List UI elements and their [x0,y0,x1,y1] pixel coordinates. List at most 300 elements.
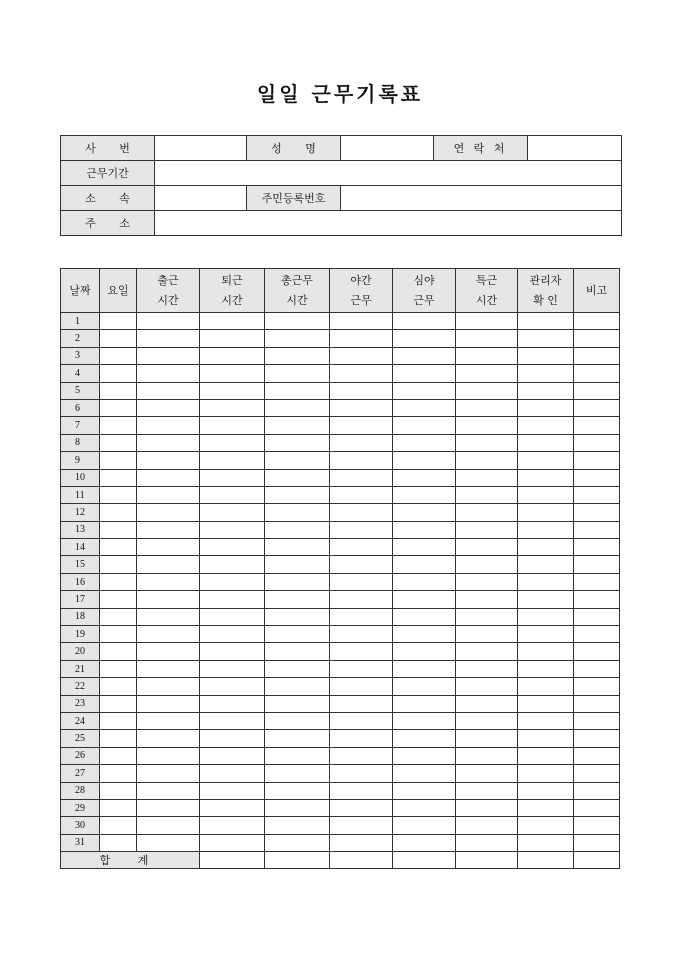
late-night-work-cell[interactable] [393,573,456,590]
clock-out-cell[interactable] [200,521,265,538]
night-work-cell[interactable] [330,399,393,416]
late-night-work-cell[interactable] [393,399,456,416]
night-work-cell[interactable] [330,573,393,590]
clock-out-cell[interactable] [200,626,265,643]
clock-out-cell[interactable] [200,730,265,747]
late-night-work-cell[interactable] [393,486,456,503]
night-work-cell[interactable] [330,591,393,608]
late-night-work-cell[interactable] [393,330,456,347]
special-work-cell[interactable] [456,747,518,764]
total-hours-cell[interactable] [265,747,330,764]
special-work-cell[interactable] [456,834,518,851]
night-work-cell[interactable] [330,660,393,677]
weekday-cell[interactable] [100,556,137,573]
remarks-cell[interactable] [574,626,620,643]
night-work-cell[interactable] [330,695,393,712]
night-work-cell[interactable] [330,539,393,556]
clock-in-cell[interactable] [137,434,200,451]
address-field[interactable] [155,211,622,236]
clock-out-cell[interactable] [200,660,265,677]
manager-confirm-cell[interactable] [518,730,574,747]
clock-in-cell[interactable] [137,486,200,503]
special-work-cell[interactable] [456,782,518,799]
late-night-work-cell[interactable] [393,765,456,782]
clock-in-cell[interactable] [137,365,200,382]
late-night-work-cell[interactable] [393,608,456,625]
clock-out-cell[interactable] [200,417,265,434]
night-work-cell[interactable] [330,417,393,434]
manager-confirm-cell[interactable] [518,504,574,521]
remarks-cell[interactable] [574,817,620,834]
manager-confirm-cell[interactable] [518,678,574,695]
late-night-work-cell[interactable] [393,347,456,364]
night-work-cell[interactable] [330,643,393,660]
resident-no-field[interactable] [341,186,622,211]
total-hours-cell[interactable] [265,695,330,712]
weekday-cell[interactable] [100,834,137,851]
total-hours-cell[interactable] [265,573,330,590]
weekday-cell[interactable] [100,330,137,347]
employee-no-field[interactable] [155,136,247,161]
late-night-work-cell[interactable] [393,695,456,712]
clock-out-cell[interactable] [200,382,265,399]
weekday-cell[interactable] [100,712,137,729]
manager-confirm-cell[interactable] [518,799,574,816]
manager-confirm-cell[interactable] [518,712,574,729]
remarks-cell[interactable] [574,573,620,590]
total-hours-cell[interactable] [265,539,330,556]
remarks-cell[interactable] [574,608,620,625]
remarks-cell[interactable] [574,834,620,851]
weekday-cell[interactable] [100,747,137,764]
weekday-cell[interactable] [100,365,137,382]
total-manager-confirm-cell[interactable] [518,852,574,869]
header-date: 날짜 [61,269,100,313]
clock-in-cell[interactable] [137,712,200,729]
manager-confirm-cell[interactable] [518,347,574,364]
night-work-cell[interactable] [330,765,393,782]
manager-confirm-cell[interactable] [518,330,574,347]
manager-confirm-cell[interactable] [518,573,574,590]
manager-confirm-cell[interactable] [518,469,574,486]
night-work-cell[interactable] [330,817,393,834]
special-work-cell[interactable] [456,469,518,486]
special-work-cell[interactable] [456,313,518,330]
day-number: 29 [61,799,100,816]
remarks-cell[interactable] [574,417,620,434]
manager-confirm-cell[interactable] [518,817,574,834]
special-work-cell[interactable] [456,434,518,451]
weekday-cell[interactable] [100,347,137,364]
late-night-work-cell[interactable] [393,365,456,382]
remarks-cell[interactable] [574,521,620,538]
remarks-cell[interactable] [574,399,620,416]
clock-in-cell[interactable] [137,521,200,538]
clock-in-cell[interactable] [137,660,200,677]
total-hours-cell[interactable] [265,486,330,503]
special-work-cell[interactable] [456,573,518,590]
total-hours-cell[interactable] [265,521,330,538]
night-work-cell[interactable] [330,521,393,538]
late-night-work-cell[interactable] [393,817,456,834]
weekday-cell[interactable] [100,469,137,486]
manager-confirm-cell[interactable] [518,434,574,451]
night-work-cell[interactable] [330,626,393,643]
total-hours-cell[interactable] [265,347,330,364]
work-period-field[interactable] [155,161,622,186]
remarks-cell[interactable] [574,678,620,695]
clock-out-cell[interactable] [200,347,265,364]
night-work-cell[interactable] [330,434,393,451]
total-hours-cell[interactable] [265,434,330,451]
manager-confirm-cell[interactable] [518,626,574,643]
clock-out-cell[interactable] [200,486,265,503]
night-work-cell[interactable] [330,678,393,695]
manager-confirm-cell[interactable] [518,417,574,434]
clock-in-cell[interactable] [137,730,200,747]
manager-confirm-cell[interactable] [518,591,574,608]
total-hours-cell[interactable] [265,417,330,434]
night-work-cell[interactable] [330,730,393,747]
total-remarks-cell[interactable] [574,852,620,869]
clock-out-cell[interactable] [200,504,265,521]
manager-confirm-cell[interactable] [518,365,574,382]
remarks-cell[interactable] [574,660,620,677]
remarks-cell[interactable] [574,782,620,799]
name-field[interactable] [341,136,434,161]
total-clock-out-cell[interactable] [200,852,265,869]
department-field[interactable] [155,186,247,211]
special-work-cell[interactable] [456,712,518,729]
night-work-cell[interactable] [330,330,393,347]
night-work-cell[interactable] [330,313,393,330]
remarks-cell[interactable] [574,504,620,521]
manager-confirm-cell[interactable] [518,695,574,712]
late-night-work-cell[interactable] [393,591,456,608]
night-work-cell[interactable] [330,799,393,816]
clock-out-cell[interactable] [200,765,265,782]
manager-confirm-cell[interactable] [518,643,574,660]
manager-confirm-cell[interactable] [518,782,574,799]
remarks-cell[interactable] [574,712,620,729]
total-hours-cell[interactable] [265,399,330,416]
remarks-cell[interactable] [574,486,620,503]
weekday-cell[interactable] [100,539,137,556]
weekday-cell[interactable] [100,399,137,416]
remarks-cell[interactable] [574,313,620,330]
remarks-cell[interactable] [574,382,620,399]
weekday-cell[interactable] [100,573,137,590]
clock-in-cell[interactable] [137,539,200,556]
clock-out-cell[interactable] [200,469,265,486]
manager-confirm-cell[interactable] [518,747,574,764]
special-work-cell[interactable] [456,608,518,625]
night-work-cell[interactable] [330,608,393,625]
late-night-work-cell[interactable] [393,730,456,747]
clock-out-cell[interactable] [200,365,265,382]
total-hours-cell[interactable] [265,660,330,677]
table-row [61,556,620,573]
late-night-work-cell[interactable] [393,660,456,677]
clock-out-cell[interactable] [200,330,265,347]
late-night-work-cell[interactable] [393,626,456,643]
clock-in-cell[interactable] [137,817,200,834]
late-night-work-cell[interactable] [393,678,456,695]
clock-in-cell[interactable] [137,626,200,643]
manager-confirm-cell[interactable] [518,556,574,573]
total-hours-cell[interactable] [265,452,330,469]
remarks-cell[interactable] [574,747,620,764]
clock-out-cell[interactable] [200,782,265,799]
special-work-cell[interactable] [456,486,518,503]
clock-in-cell[interactable] [137,556,200,573]
weekday-cell[interactable] [100,817,137,834]
remarks-cell[interactable] [574,539,620,556]
late-night-work-cell[interactable] [393,417,456,434]
weekday-cell[interactable] [100,591,137,608]
clock-out-cell[interactable] [200,539,265,556]
special-work-cell[interactable] [456,504,518,521]
clock-out-cell[interactable] [200,556,265,573]
manager-confirm-cell[interactable] [518,486,574,503]
special-work-cell[interactable] [456,417,518,434]
remarks-cell[interactable] [574,434,620,451]
late-night-work-cell[interactable] [393,747,456,764]
remarks-cell[interactable] [574,469,620,486]
special-work-cell[interactable] [456,365,518,382]
late-night-work-cell[interactable] [393,313,456,330]
special-work-cell[interactable] [456,452,518,469]
clock-in-cell[interactable] [137,399,200,416]
total-hours-cell[interactable] [265,556,330,573]
clock-in-cell[interactable] [137,799,200,816]
clock-out-cell[interactable] [200,591,265,608]
weekday-cell[interactable] [100,695,137,712]
manager-confirm-cell[interactable] [518,660,574,677]
special-work-cell[interactable] [456,660,518,677]
weekday-cell[interactable] [100,521,137,538]
contact-field[interactable] [528,136,622,161]
remarks-cell[interactable] [574,591,620,608]
total-total-hours-cell[interactable] [265,852,330,869]
late-night-work-cell[interactable] [393,643,456,660]
total-hours-cell[interactable] [265,469,330,486]
night-work-cell[interactable] [330,712,393,729]
remarks-cell[interactable] [574,365,620,382]
clock-in-cell[interactable] [137,608,200,625]
special-work-cell[interactable] [456,347,518,364]
total-hours-cell[interactable] [265,730,330,747]
clock-in-cell[interactable] [137,678,200,695]
manager-confirm-cell[interactable] [518,765,574,782]
late-night-work-cell[interactable] [393,556,456,573]
weekday-cell[interactable] [100,660,137,677]
manager-confirm-cell[interactable] [518,452,574,469]
weekday-cell[interactable] [100,643,137,660]
special-work-cell[interactable] [456,799,518,816]
total-hours-cell[interactable] [265,330,330,347]
late-night-work-cell[interactable] [393,469,456,486]
special-work-cell[interactable] [456,730,518,747]
clock-in-cell[interactable] [137,347,200,364]
clock-out-cell[interactable] [200,643,265,660]
night-work-cell[interactable] [330,556,393,573]
late-night-work-cell[interactable] [393,452,456,469]
clock-out-cell[interactable] [200,434,265,451]
late-night-work-cell[interactable] [393,834,456,851]
manager-confirm-cell[interactable] [518,313,574,330]
clock-out-cell[interactable] [200,712,265,729]
special-work-cell[interactable] [456,626,518,643]
clock-in-cell[interactable] [137,330,200,347]
clock-in-cell[interactable] [137,469,200,486]
special-work-cell[interactable] [456,399,518,416]
night-work-cell[interactable] [330,365,393,382]
special-work-cell[interactable] [456,643,518,660]
clock-in-cell[interactable] [137,504,200,521]
total-hours-cell[interactable] [265,782,330,799]
clock-in-cell[interactable] [137,417,200,434]
total-hours-cell[interactable] [265,504,330,521]
employee-no-label: 사 번 [61,136,155,161]
clock-in-cell[interactable] [137,382,200,399]
remarks-cell[interactable] [574,452,620,469]
total-hours-cell[interactable] [265,365,330,382]
night-work-cell[interactable] [330,452,393,469]
total-hours-cell[interactable] [265,817,330,834]
total-hours-cell[interactable] [265,313,330,330]
clock-in-cell[interactable] [137,747,200,764]
night-work-cell[interactable] [330,486,393,503]
total-hours-cell[interactable] [265,382,330,399]
night-work-cell[interactable] [330,469,393,486]
special-work-cell[interactable] [456,591,518,608]
weekday-cell[interactable] [100,486,137,503]
remarks-cell[interactable] [574,730,620,747]
clock-in-cell[interactable] [137,452,200,469]
night-work-cell[interactable] [330,382,393,399]
weekday-cell[interactable] [100,313,137,330]
manager-confirm-cell[interactable] [518,539,574,556]
late-night-work-cell[interactable] [393,799,456,816]
late-night-work-cell[interactable] [393,712,456,729]
weekday-cell[interactable] [100,382,137,399]
clock-out-cell[interactable] [200,452,265,469]
manager-confirm-cell[interactable] [518,608,574,625]
weekday-cell[interactable] [100,452,137,469]
remarks-cell[interactable] [574,556,620,573]
clock-out-cell[interactable] [200,573,265,590]
manager-confirm-cell[interactable] [518,834,574,851]
total-late-night-work-cell[interactable] [393,852,456,869]
clock-in-cell[interactable] [137,591,200,608]
clock-out-cell[interactable] [200,608,265,625]
weekday-cell[interactable] [100,765,137,782]
manager-confirm-cell[interactable] [518,521,574,538]
special-work-cell[interactable] [456,539,518,556]
special-work-cell[interactable] [456,521,518,538]
total-hours-cell[interactable] [265,608,330,625]
weekday-cell[interactable] [100,799,137,816]
late-night-work-cell[interactable] [393,539,456,556]
night-work-cell[interactable] [330,782,393,799]
special-work-cell[interactable] [456,382,518,399]
clock-out-cell[interactable] [200,799,265,816]
day-number: 16 [61,573,100,590]
clock-in-cell[interactable] [137,834,200,851]
clock-out-cell[interactable] [200,313,265,330]
night-work-cell[interactable] [330,504,393,521]
weekday-cell[interactable] [100,504,137,521]
special-work-cell[interactable] [456,765,518,782]
weekday-cell[interactable] [100,730,137,747]
clock-out-cell[interactable] [200,747,265,764]
clock-in-cell[interactable] [137,782,200,799]
weekday-cell[interactable] [100,678,137,695]
night-work-cell[interactable] [330,347,393,364]
special-work-cell[interactable] [456,817,518,834]
total-hours-cell[interactable] [265,643,330,660]
remarks-cell[interactable] [574,765,620,782]
remarks-cell[interactable] [574,643,620,660]
late-night-work-cell[interactable] [393,504,456,521]
clock-out-cell[interactable] [200,834,265,851]
night-work-cell[interactable] [330,747,393,764]
total-night-work-cell[interactable] [330,852,393,869]
clock-in-cell[interactable] [137,573,200,590]
clock-out-cell[interactable] [200,817,265,834]
clock-out-cell[interactable] [200,399,265,416]
total-hours-cell[interactable] [265,626,330,643]
weekday-cell[interactable] [100,417,137,434]
total-special-work-cell[interactable] [456,852,518,869]
total-hours-cell[interactable] [265,834,330,851]
total-hours-cell[interactable] [265,765,330,782]
weekday-cell[interactable] [100,782,137,799]
remarks-cell[interactable] [574,695,620,712]
clock-in-cell[interactable] [137,765,200,782]
manager-confirm-cell[interactable] [518,382,574,399]
weekday-cell[interactable] [100,608,137,625]
special-work-cell[interactable] [456,695,518,712]
clock-out-cell[interactable] [200,695,265,712]
weekday-cell[interactable] [100,626,137,643]
night-work-cell[interactable] [330,834,393,851]
special-work-cell[interactable] [456,556,518,573]
weekday-cell[interactable] [100,434,137,451]
total-hours-cell[interactable] [265,591,330,608]
special-work-cell[interactable] [456,678,518,695]
address-label: 주 소 [61,211,155,236]
total-hours-cell[interactable] [265,712,330,729]
manager-confirm-cell[interactable] [518,399,574,416]
clock-out-cell[interactable] [200,678,265,695]
total-hours-cell[interactable] [265,799,330,816]
late-night-work-cell[interactable] [393,782,456,799]
special-work-cell[interactable] [456,330,518,347]
remarks-cell[interactable] [574,799,620,816]
clock-in-cell[interactable] [137,643,200,660]
total-hours-cell[interactable] [265,678,330,695]
day-number: 18 [61,608,100,625]
late-night-work-cell[interactable] [393,521,456,538]
remarks-cell[interactable] [574,330,620,347]
late-night-work-cell[interactable] [393,434,456,451]
remarks-cell[interactable] [574,347,620,364]
clock-in-cell[interactable] [137,313,200,330]
late-night-work-cell[interactable] [393,382,456,399]
clock-in-cell[interactable] [137,695,200,712]
